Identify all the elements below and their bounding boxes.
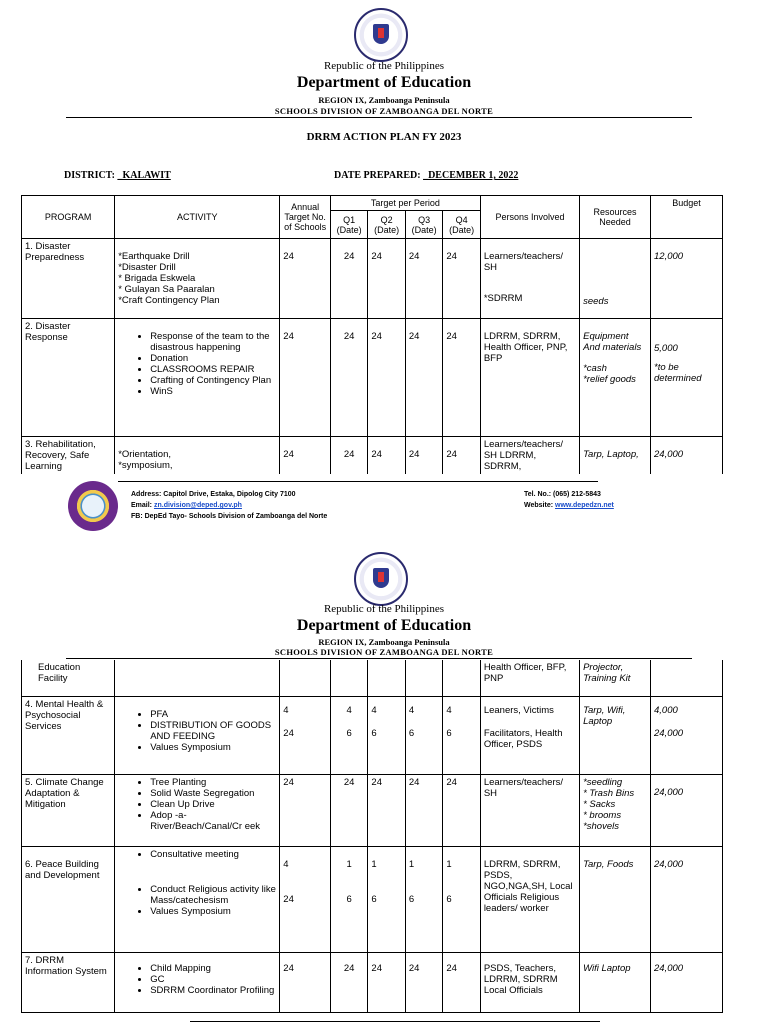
date-prepared-field: DATE PREPARED: _DECEMBER 1, 2022 bbox=[334, 170, 519, 181]
q3-cell: 24 bbox=[405, 239, 442, 319]
budget-cell: 24,000 bbox=[650, 952, 722, 1012]
q1-cell: 4 6 bbox=[330, 696, 367, 774]
q2-cell: 4 6 bbox=[368, 696, 405, 774]
activity-cell: • PFA • DISTRIBUTION OF GOODS AND FEEDING • Values Symposium bbox=[115, 696, 280, 774]
program-cell: 2. Disaster Response bbox=[22, 319, 115, 437]
annual-cell: 24 bbox=[280, 319, 331, 437]
resources-cell: Tarp, Wifi, Laptop bbox=[580, 696, 651, 774]
q1-cell: 24 bbox=[330, 319, 367, 437]
q1-cell: 24 bbox=[330, 437, 367, 475]
budget-cell: 4,000 24,000 bbox=[650, 696, 722, 774]
col-program: PROGRAM bbox=[22, 196, 115, 239]
deped-seal-icon bbox=[354, 8, 408, 62]
republic-line: Republic of the Philippines bbox=[323, 60, 445, 72]
activity-cell: *Earthquake Drill *Disaster Drill * Brigada Eskwela * Gulayan Sa Paaralan *Craft Contingency Plan bbox=[115, 239, 280, 319]
annual-cell: 24 bbox=[280, 774, 331, 846]
col-resources: Resources Needed bbox=[580, 196, 651, 239]
q2-cell: 1 6 bbox=[368, 846, 405, 952]
doc-title: DRRM ACTION PLAN FY 2023 bbox=[306, 131, 462, 143]
budget-cell: 24,000 bbox=[650, 846, 722, 952]
footer-right bbox=[524, 489, 614, 511]
activity-cell: • Tree Planting • Solid Waste Segregation • Clean Up Drive • Adop -a-River/Beach/Canal/Cr eek bbox=[115, 774, 280, 846]
program-cell: 3. Rehabilitation, Recovery, Safe Learning bbox=[22, 437, 115, 475]
annual-cell: 24 bbox=[280, 239, 331, 319]
program-cell: Education Facility bbox=[22, 660, 115, 696]
q3-cell: 4 6 bbox=[405, 696, 442, 774]
resources-cell: Tarp, Laptop, bbox=[580, 437, 651, 475]
table-row bbox=[22, 437, 723, 475]
resources-cell: Wifi Laptop bbox=[580, 952, 651, 1012]
footer-website: Website: www.depedzn.net bbox=[524, 502, 614, 509]
email-link[interactable]: zn.division@deped.gov.ph bbox=[153, 502, 242, 509]
department-title: Department of Education bbox=[296, 617, 472, 634]
table-row bbox=[22, 952, 723, 1012]
q3-cell: 1 6 bbox=[405, 846, 442, 952]
activity-cell: • Child Mapping • GC • SDRRM Coordinator Profiling bbox=[115, 952, 280, 1012]
table-row bbox=[22, 774, 723, 846]
col-q4: Q4 (Date) bbox=[443, 211, 481, 239]
annual-cell: 4 24 bbox=[280, 696, 331, 774]
q4-cell: 24 bbox=[443, 952, 480, 1012]
annual-cell: 24 bbox=[280, 437, 331, 475]
region-line: REGION IX, Zamboanga Peninsula bbox=[318, 637, 450, 647]
budget-cell: 12,000 bbox=[651, 239, 723, 319]
q2-cell: 24 bbox=[368, 952, 405, 1012]
footer-email: Email: zn.division@deped.gov.ph bbox=[131, 502, 242, 509]
activity-cell: • Response of the team to the disastrous happening • Donation • CLASSROOMS REPAIR • Crafting of Contingency Plan • WinS bbox=[115, 319, 280, 437]
footer-left bbox=[131, 489, 327, 522]
q2-cell: 24 bbox=[368, 319, 405, 437]
table-row bbox=[22, 696, 723, 774]
q2-cell: 24 bbox=[368, 239, 405, 319]
activity-cell: • Consultative meeting • Conduct Religious activity like Mass/catechesism • Values Symposium bbox=[115, 846, 280, 952]
table-row bbox=[22, 846, 723, 952]
resources-cell: *seedling * Trash Bins * Sacks * brooms *shovels bbox=[580, 774, 651, 846]
q3-cell: 24 bbox=[405, 952, 442, 1012]
col-q3: Q3 (Date) bbox=[405, 211, 442, 239]
resources-cell: Equipment And materials *cash *relief goods bbox=[580, 319, 651, 437]
action-plan-table-2 bbox=[21, 660, 723, 1013]
footer-tel: Tel. No.: (065) 212-5843 bbox=[524, 491, 601, 498]
col-q1: Q1 (Date) bbox=[330, 211, 367, 239]
footer-rule bbox=[190, 1021, 600, 1022]
deped-seal-icon bbox=[354, 552, 408, 606]
program-cell: 6. Peace Building and Development bbox=[22, 846, 115, 952]
division-logo-icon bbox=[68, 481, 118, 531]
district-value: _KALAWIT bbox=[117, 170, 171, 181]
q4-cell: 24 bbox=[443, 239, 481, 319]
persons-cell: LDRRM, SDRRM, PSDS, NGO,NGA,SH, Local Officials Religious leaders/ worker bbox=[480, 846, 579, 952]
q3-cell: 24 bbox=[405, 437, 442, 475]
q4-cell: 24 bbox=[443, 437, 481, 475]
persons-cell: Learners/teachers/ SH *SDRRM bbox=[480, 239, 579, 319]
website-link[interactable]: www.depedzn.net bbox=[555, 502, 614, 509]
col-q2: Q2 (Date) bbox=[368, 211, 405, 239]
annual-cell: 24 bbox=[280, 952, 331, 1012]
q4-cell: 4 6 bbox=[443, 696, 480, 774]
footer-rule bbox=[118, 481, 598, 482]
district-field: DISTRICT: _KALAWIT bbox=[64, 170, 171, 181]
persons-cell: LDRRM, SDRRM, Health Officer, PNP, BFP bbox=[480, 319, 579, 437]
footer-fb: FB: DepEd Tayo- Schools Division of Zamboanga del Norte bbox=[131, 513, 328, 520]
header-rule bbox=[66, 658, 692, 659]
department-title: Department of Education bbox=[296, 74, 472, 91]
program-cell: 1. Disaster Preparedness bbox=[22, 239, 115, 319]
program-cell: 7. DRRM Information System bbox=[22, 952, 115, 1012]
persons-cell: Learners/teachers/ SH bbox=[480, 774, 579, 846]
q4-cell: 24 bbox=[443, 319, 481, 437]
persons-cell: Health Officer, BFP, PNP bbox=[480, 660, 579, 696]
resources-cell: Tarp, Foods bbox=[580, 846, 651, 952]
q1-cell: 24 bbox=[330, 774, 367, 846]
col-annual: Annual Target No. of Schools bbox=[280, 196, 331, 239]
annual-cell: 4 24 bbox=[280, 846, 331, 952]
q4-cell: 24 bbox=[443, 774, 480, 846]
budget-cell: 24,000 bbox=[651, 437, 723, 475]
republic-line: Republic of the Philippines bbox=[323, 603, 445, 615]
q3-cell: 24 bbox=[405, 319, 442, 437]
q1-cell: 1 6 bbox=[330, 846, 367, 952]
q2-cell: 24 bbox=[368, 774, 405, 846]
col-target-period: Target per Period bbox=[330, 196, 480, 211]
persons-cell: PSDS, Teachers, LDRRM, SDRRM Local Officials bbox=[480, 952, 579, 1012]
budget-cell: 24,000 bbox=[650, 774, 722, 846]
col-budget: Budget bbox=[651, 196, 723, 239]
footer-address: Address: Capitol Drive, Estaka, Dipolog City 7100 bbox=[131, 491, 296, 498]
q2-cell: 24 bbox=[368, 437, 405, 475]
table-row bbox=[22, 239, 723, 319]
q3-cell: 24 bbox=[405, 774, 442, 846]
program-cell: 4. Mental Health & Psychosocial Services bbox=[22, 696, 115, 774]
persons-cell: Learners/teachers/ SH LDRRM, SDRRM, bbox=[480, 437, 579, 475]
resources-cell: seeds bbox=[580, 239, 651, 319]
persons-cell: Leaners, Victims Facilitators, Health Officer, PSDS bbox=[480, 696, 579, 774]
activity-cell: *Orientation, *symposium, bbox=[115, 437, 280, 475]
q4-cell: 1 6 bbox=[443, 846, 480, 952]
budget-cell: 5,000 *to be determined bbox=[651, 319, 723, 437]
division-line: SCHOOLS DIVISION OF ZAMBOANGA DEL NORTE bbox=[274, 106, 494, 116]
region-line: REGION IX, Zamboanga Peninsula bbox=[318, 95, 450, 105]
table-row bbox=[22, 660, 723, 696]
program-cell: 5. Climate Change Adaptation & Mitigation bbox=[22, 774, 115, 846]
resources-cell: Projector, Training Kit bbox=[580, 660, 651, 696]
date-value: _DECEMBER 1, 2022 bbox=[423, 170, 519, 181]
action-plan-table-1 bbox=[21, 195, 723, 474]
header-rule bbox=[66, 117, 692, 118]
division-line: SCHOOLS DIVISION OF ZAMBOANGA DEL NORTE bbox=[274, 647, 494, 657]
q1-cell: 24 bbox=[330, 952, 367, 1012]
col-persons: Persons Involved bbox=[480, 196, 579, 239]
q1-cell: 24 bbox=[330, 239, 367, 319]
col-activity: ACTIVITY bbox=[115, 196, 280, 239]
table-row bbox=[22, 319, 723, 437]
